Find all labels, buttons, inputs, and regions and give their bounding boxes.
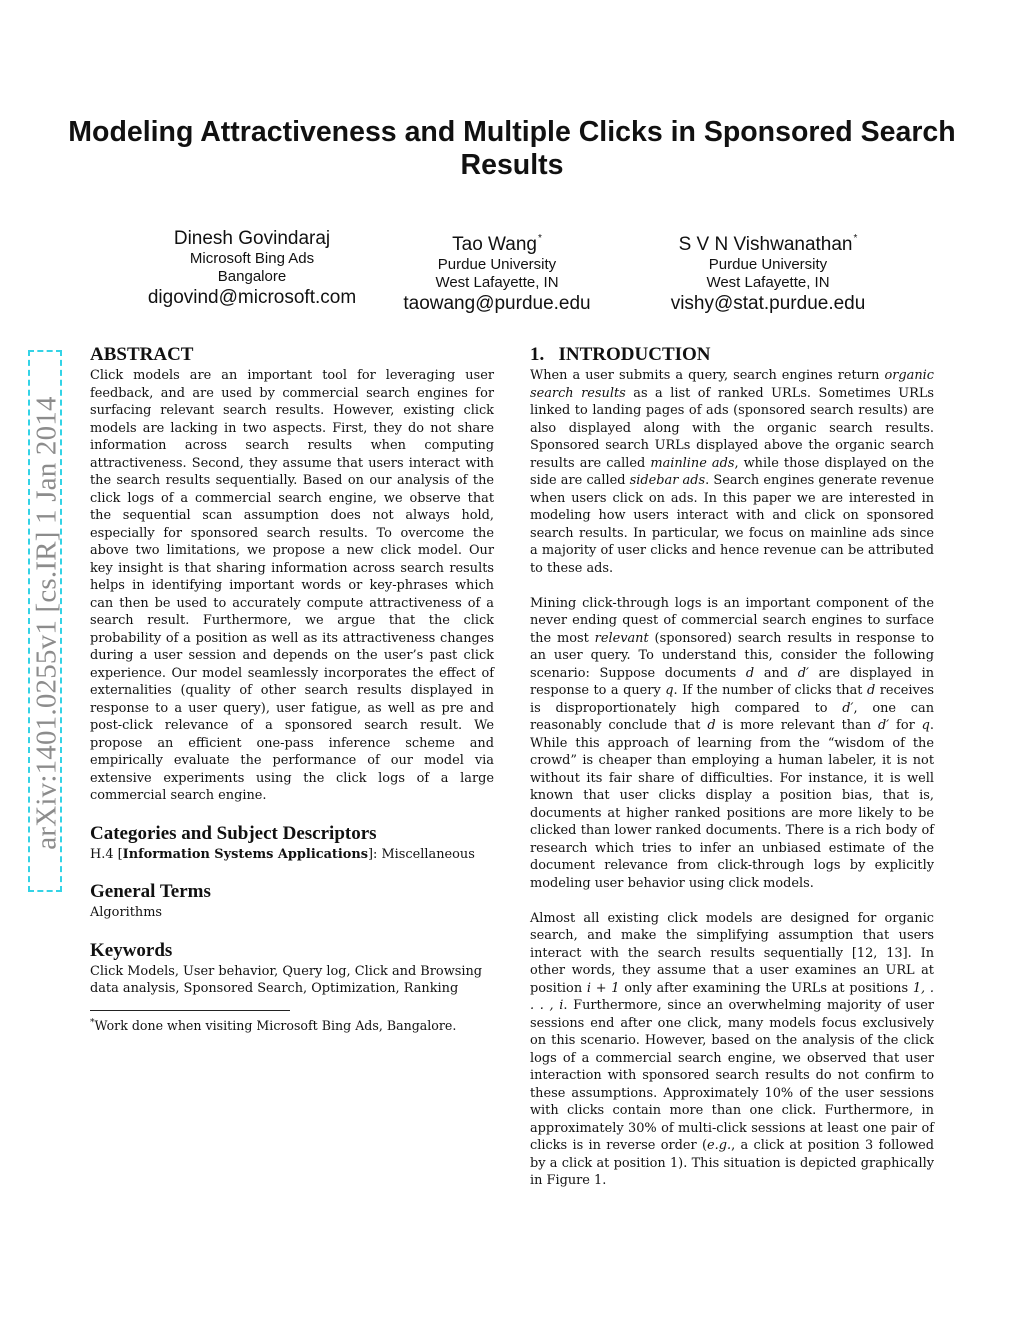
footnote-divider [90,1010,290,1011]
author-footnote-mark: * [537,233,542,244]
intro-paragraph-3: Almost all existing click models are designed for organic search, and make the simplifying assumption that users interact with the search results sequentially [12, 13]. In other words, they assume that a user examines an URL at position i + 1 only after examining the URLs at positions 1, . . . , i. Furthermore, since an overwhelming majority of user sessions end after one click, many models focus exclusively on this scenario. However, based on the analysis of the click logs of a commercial search engine, we observed that user interaction with sponsored search results do not confirm to these assumptions. Approximately 10% of the user sessions with clicks contain more than one click. Furthermore, in approximately 30% of multi-click sessions at least one pair of clicks is in reverse order (e.g., a click at position 3 followed by a click at position 1). This situation is depicted graphically in Figure 1. [530,910,934,1188]
categories-text: H.4 [Information Systems Applications]: Miscellaneous [90,846,475,862]
keywords-heading: Keywords [90,939,173,961]
author-block-1 [132,228,372,310]
author-location: Bangalore [217,268,287,285]
author-footnote-mark: * [853,233,858,244]
general-terms-text: Algorithms [90,905,163,920]
introduction-heading: 1. INTRODUCTION [530,344,711,365]
intro-paragraph-1: When a user submits a query, search engines return organic search results as a list of ranked URLs. Sometimes URLs linked to landing pages of ads (sponsored search results) are also displayed along with the organic search results. Sponsored search URLs displayed above the organic search results are called mainline ads, while those displayed on the side are called sidebar ads. Search engines generate revenue when users click on ads. In this paper we are interested in modeling how users interact with and click on sponsored search results. In particular, we focus on mainline ads since a majority of user clicks and hence revenue can be attributed to these ads. [530,368,934,576]
author-location: West Lafayette, IN [435,274,559,291]
author-affiliation: Purdue University [708,256,828,273]
categories-section [90,823,494,864]
intro-paragraph-2: Mining click-through logs is an important component of the never ending quest of commercial search engines to surface the most relevant (sponsored) search results in response to an user query. To understand this, consider the following scenario: Suppose documents d and d′ are displayed in response to a query q. If the number of clicks that d receives is disproportionately high compared to d′, one can reasonably conclude that d is more relevant than d′ for q. While this approach of learning from the “wisdom of the crowd” is cheaper than employing a human labeler, it is not without its fair share of difficulties. For instance, it is well known that user clicks display a position bias, that is, documents at higher ranked positions are more likely to be clicked than lower ranked documents. There is a rich body of research which tries to infer an unbiased estimate of the document relevance from click-through logs by explicitly modeling user behavior using click models. [530,595,935,891]
keywords-section [90,940,494,998]
author-location: West Lafayette, IN [706,274,830,291]
arxiv-stamp [28,350,62,892]
abstract-heading: ABSTRACT [90,344,194,365]
author-name: Dinesh Govindaraj [173,228,331,249]
abstract-section [90,344,494,805]
general-terms-section [90,881,494,922]
author-name: Tao Wang [452,234,537,255]
general-terms-heading: General Terms [90,881,211,902]
footnote: *Work done when visiting Microsoft Bing Ads, Bangalore. [90,1017,457,1033]
author-block-2 [382,228,612,316]
author-email[interactable]: digovind@microsoft.com [147,287,357,308]
arxiv-identifier: arXiv:1401.0255v1 [cs.IR] 1 Jan 2014 [30,396,63,850]
author-affiliation: Purdue University [437,256,557,273]
right-column [530,344,934,1207]
author-email[interactable]: taowang@purdue.edu [403,293,591,314]
author-block-3 [650,228,886,316]
paper-title: Modeling Attractiveness and Multiple Clicks in Sponsored Search Results [68,116,956,181]
author-affiliation: Microsoft Bing Ads [189,250,315,267]
keywords-text: Click Models, User behavior, Query log, Click and Browsing data analysis, Sponsored Search, Optimization, Ranking [90,963,483,996]
categories-heading: Categories and Subject Descriptors [90,822,377,844]
abstract-text: Click models are an important tool for leveraging user feedback, and are used by commercial search engines for surfacing relevant search results. However, existing click models are lacking in two aspects. First, they do not share information across search results when computing attractiveness. Second, they assume that users interact with the search results sequentially. Based on our analysis of the click logs of a commercial search engine, we observe that the sequential scan assumption does not always hold, especially for sponsored search results. To overcome the above two limitations, we propose a new click model. Our key insight is that sharing information across search results helps in identifying important words or key-phrases which can then be used to accurately compute attractiveness of a search result. Furthermore, we argue that the click probability of a position as well as its attractiveness changes during a user session and depends on the user’s past click experience. Our model seamlessly incorporates the effect of externalities (quality of other search results displayed in response to a user query), user fatigue, as well as pre and post-click relevance of a sponsored search result. We propose an efficient one-pass inference scheme and empirically evaluate the performance of our model via extensive experiments using the click logs of a large commercial search engine. [90,368,494,803]
author-email[interactable]: vishy@stat.purdue.edu [670,293,866,314]
left-column [90,344,494,1034]
author-name: S V N Vishwanathan [678,234,853,255]
